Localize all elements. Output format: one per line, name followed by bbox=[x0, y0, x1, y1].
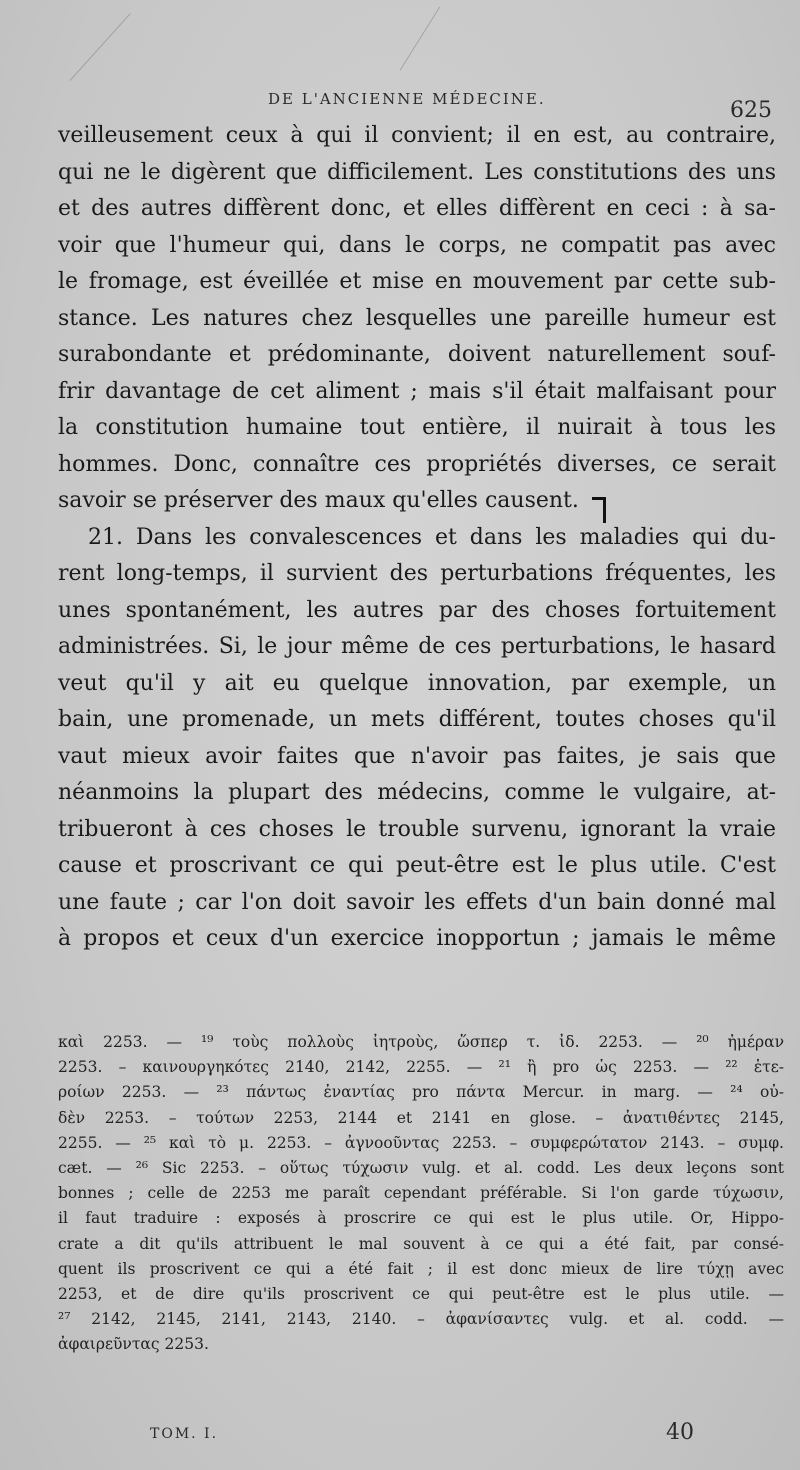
footnote-line: cæt. — ²⁶ Sic 2253. – οὕτως τύχωσιν vulg. et al. codd. Les deux leçons sont bbox=[58, 1159, 784, 1178]
footnote-line: καὶ 2253. — ¹⁹ τοὺς πολλοὺς ἰητροὺς, ὥσπερ τ. ἰδ. 2253. — ²⁰ ἡμέραν bbox=[58, 1033, 784, 1051]
text-line: rent long-temps, il survient des perturbations fréquentes, les bbox=[58, 561, 776, 586]
text-line: frir davantage de cet aliment ; mais s'il était malfaisant pour bbox=[58, 378, 776, 404]
footnote-line: δὲν 2253. – τούτων 2253, 2144 et 2141 en glose. – ἀνατιθέντες 2145, bbox=[58, 1108, 784, 1127]
footnote-line: ²⁷ 2142, 2145, 2141, 2143, 2140. – ἀφανίσαντες vulg. et al. codd. — bbox=[58, 1310, 784, 1329]
text-line: une faute ; car l'on doit savoir les effets d'un bain donné mal bbox=[58, 889, 776, 915]
footnotes bbox=[58, 1030, 784, 1358]
text-line: hommes. Donc, connaître ces propriétés diverses, ce serait bbox=[58, 451, 776, 477]
running-title: DE L'ANCIENNE MÉDECINE. bbox=[268, 90, 546, 108]
footnote-line: il faut traduire : exposés à proscrire ce qui est le plus utile. Or, Hippo- bbox=[58, 1209, 784, 1228]
text-line: unes spontanément, les autres par des choses fortuitement bbox=[58, 597, 776, 623]
footnote-line: crate a dit qu'ils attribuent le mal souvent à ce qui a été fait, par consé- bbox=[58, 1234, 784, 1253]
footnote-line: 2255. — ²⁵ καὶ τὸ μ. 2253. – ἀγνοοῦντας 2253. – συμφερώτατον 2143. – συμφ. bbox=[58, 1133, 784, 1152]
main-text bbox=[58, 118, 776, 958]
volume-signature: TOM. I. bbox=[150, 1426, 219, 1442]
text-line: 21. Dans les convalescences et dans les maladies qui du- bbox=[88, 524, 776, 550]
text-line: la constitution humaine tout entière, il nuirait à tous les bbox=[58, 415, 776, 440]
text-line: surabondante et prédominante, doivent naturellement souf- bbox=[58, 342, 776, 367]
page-footer bbox=[0, 1420, 800, 1450]
footnote-line: ἀφαιρεῦντας 2253. bbox=[58, 1335, 209, 1354]
text-line: tribueront à ces choses le trouble survenu, ignorant la vraie bbox=[58, 816, 776, 842]
text-line: à propos et ceux d'un exercice inopportun ; jamais le même bbox=[58, 926, 776, 951]
text-line: et des autres diffèrent donc, et elles diffèrent en ceci : à sa- bbox=[58, 196, 776, 221]
footnote-line: bonnes ; celle de 2253 me paraît cependant préférable. Si l'on garde τύχωσιν, bbox=[58, 1184, 784, 1203]
footnote-line: quent ils proscrivent ce qui a été fait ; il est donc mieux de lire τύχῃ avec bbox=[58, 1259, 784, 1278]
text-line: vaut mieux avoir faites que n'avoir pas faites, je sais que bbox=[58, 743, 776, 769]
text-line: le fromage, est éveillée et mise en mouvement par cette sub- bbox=[58, 269, 776, 294]
paragraph-end-marker bbox=[592, 497, 606, 523]
text-line: voir que l'humeur qui, dans le corps, ne compatit pas avec bbox=[58, 232, 776, 258]
running-head bbox=[0, 86, 800, 123]
footnote-line: 2253. – καινουργηκότες 2140, 2142, 2255. — ²¹ ἢ pro ὡς 2253. — ²² ἑτε- bbox=[58, 1058, 784, 1077]
text-line: néanmoins la plupart des médecins, comme le vulgaire, at- bbox=[58, 780, 776, 805]
text-line: veut qu'il y ait eu quelque innovation, par exemple, un bbox=[58, 670, 776, 696]
text-line: stance. Les natures chez lesquelles une pareille humeur est bbox=[58, 305, 776, 331]
text-line: qui ne le digèrent que difficilement. Les constitutions des uns bbox=[58, 159, 776, 185]
footnote-line: ροίων 2253. — ²³ πάντως ἐναντίας pro πάντα Mercur. in marg. — ²⁴ οὐ- bbox=[58, 1083, 784, 1102]
gathering-number: 40 bbox=[666, 1420, 694, 1445]
page-number: 625 bbox=[730, 98, 772, 123]
footnote-line: 2253, et de dire qu'ils proscrivent ce qui peut-être est le plus utile. — bbox=[58, 1285, 784, 1304]
text-line: bain, une promenade, un mets différent, toutes choses qu'il bbox=[58, 707, 776, 732]
text-line: cause et proscrivant ce qui peut-être est le plus utile. C'est bbox=[58, 853, 776, 878]
text-line: veilleusement ceux à qui il convient; il en est, au contraire, bbox=[58, 123, 776, 148]
text-line: administrées. Si, le jour même de ces perturbations, le hasard bbox=[58, 634, 776, 659]
scan-scratch bbox=[70, 13, 131, 81]
scan-scratch bbox=[400, 7, 441, 71]
text-line: savoir se préserver des maux qu'elles causent. bbox=[58, 488, 579, 513]
